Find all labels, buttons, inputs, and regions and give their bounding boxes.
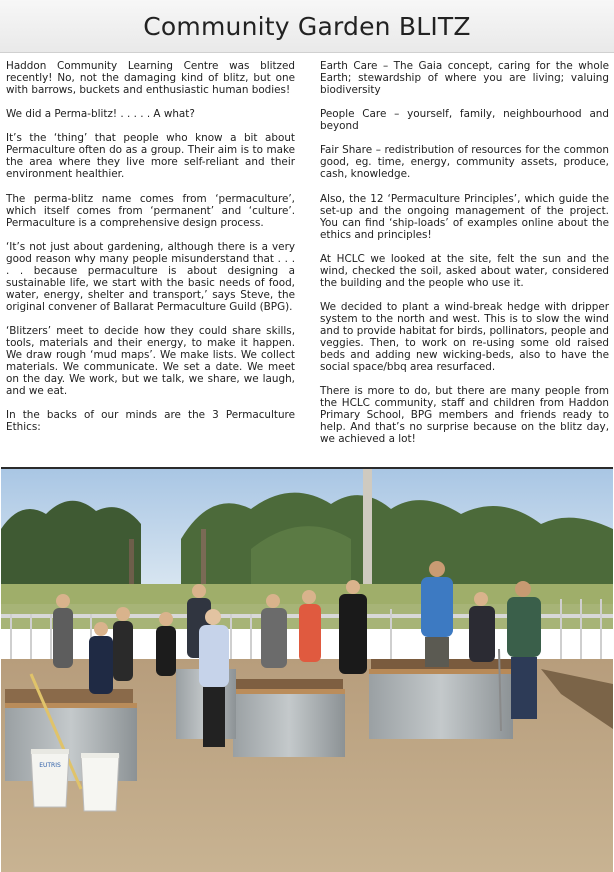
paragraph: ‘It’s not just about gardening, although there is a very good reason why many people misunderstand that . . . . . because permaculture is about designing a sustainable life, we start with the basic needs of food, water, energy, shelter and transport,’ says Steve, the original convener of Ballarat Permaculture Guild (BPG).: [6, 240, 295, 313]
page-header: [0, 0, 614, 53]
paragraph: The perma-blitz name comes from ‘permaculture’, which itself comes from ‘permanent’ and ‘culture’. Permaculture is a comprehensive design process.: [6, 192, 295, 229]
paragraph: At HCLC we looked at the site, felt the sun and the wind, checked the soil, asked about water, considered the building and the people who use it.: [320, 252, 609, 289]
paragraph: ‘Blitzers’ meet to decide how they could share skills, tools, materials and their energy, to make it happen. We draw rough ‘mud maps’. We make lists. We collect materials. We communicate. We set a date. We meet on the day. We work, but we talk, we share, we laugh, and we eat.: [6, 325, 295, 398]
garden-group-photo: [1, 467, 613, 872]
paragraph: Earth Care – The Gaia concept, caring for the whole Earth; stewardship of where you are living; valuing biodiversity: [320, 60, 609, 97]
paragraph: Fair Share – redistribution of resources for the common good, eg. time, energy, community assets, produce, cash, knowledge.: [320, 144, 609, 181]
paragraph: People Care – yourself, family, neighbourhood and beyond: [320, 108, 609, 133]
paragraph: In the backs of our minds are the 3 Permaculture Ethics:: [6, 409, 295, 434]
paragraph: Haddon Community Learning Centre was blitzed recently! No, not the damaging kind of blitz, but one with barrows, buckets and enthusiastic human bodies!: [6, 60, 295, 97]
paragraph: It’s the ‘thing’ that people who know a bit about Permaculture often do as a group. Their aim is to make the area where they live more self-reliant and their environment healthier.: [6, 132, 295, 181]
paragraph: There is more to do, but there are many people from the HCLC community, staff and children from Haddon Primary School, BPG members and friends ready to help. And that’s no surprise because on the blitz day, we achieved a lot!: [320, 385, 609, 446]
paragraph: Also, the 12 ‘Permaculture Principles’, which guide the set-up and the ongoing management of the project. You can find ‘ship-loads’ of examples online about the ethics and principles!: [320, 192, 609, 241]
page-title: Community Garden BLITZ: [143, 11, 471, 41]
paragraph: We decided to plant a wind-break hedge with dripper system to the north and west. This is to slow the wind and to provide habitat for birds, pollinators, people and veggies. Then, to work on re-using some old raised beds and adding new wicking-beds, also to have the social space/bbq area resurfaced.: [320, 300, 609, 374]
paragraph: We did a Perma-blitz! . . . . . A what?: [6, 108, 195, 121]
bucket-label: EUTRIS: [39, 762, 61, 769]
article-left-column: [6, 60, 295, 446]
article-right-column: [320, 60, 609, 458]
